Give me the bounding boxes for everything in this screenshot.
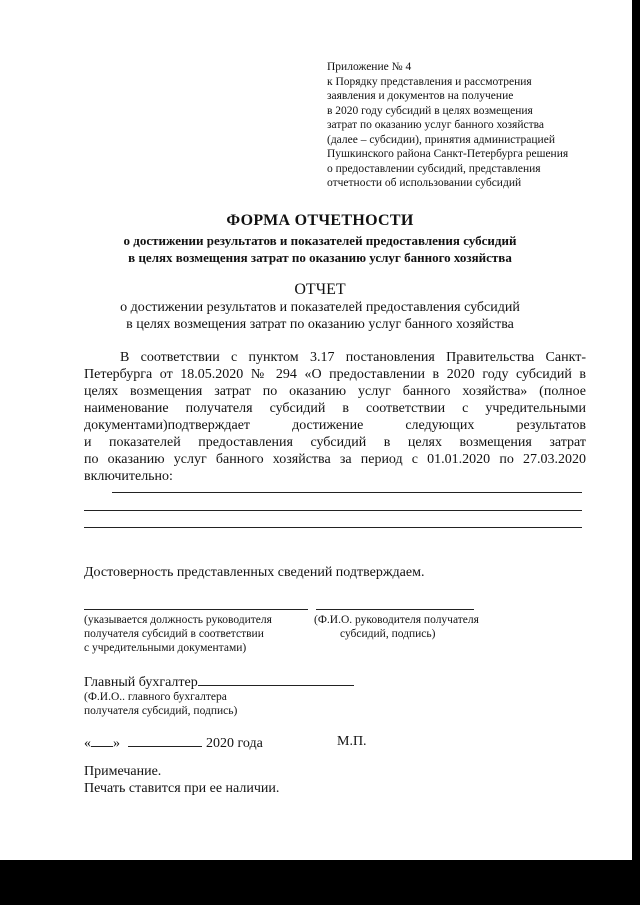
caption-line: получателя субсидий, подпись) — [84, 705, 238, 717]
scan-border-right — [632, 0, 640, 860]
signature-line-right — [316, 609, 474, 610]
stamp-place: М.П. — [337, 734, 367, 749]
caption-line: (Ф.И.О.. главного бухгалтера — [84, 691, 227, 703]
annex-line: Приложение № 4 — [327, 61, 412, 73]
fill-line — [112, 492, 582, 493]
annex-line: в 2020 году субсидий в целях возмещения — [327, 104, 533, 117]
body-line: включительно: — [84, 469, 173, 484]
signature-caption-right — [314, 613, 479, 641]
chief-accountant-caption — [84, 690, 237, 718]
annex-line: к Порядку представления и рассмотрения — [327, 75, 532, 88]
form-subtitle-line: в целях возмещения затрат по оказанию услуг банного хозяйства — [128, 250, 512, 265]
annex-line: (далее – субсидии), принятия администрацией — [327, 133, 555, 146]
body-line: целях возмещения затрат по оказанию услуг банного хозяйства» (полное — [84, 384, 586, 399]
caption-line: (Ф.И.О. руководителя получателя — [314, 614, 479, 626]
chief-accountant-row — [84, 673, 354, 691]
note — [84, 763, 279, 797]
fill-line — [84, 510, 582, 511]
body-line: документами)подтверждает достижение следующих результатов — [84, 418, 586, 433]
report-body — [84, 349, 586, 485]
open-quote: « — [84, 736, 91, 751]
form-title: ФОРМА ОТЧЕТНОСТИ — [226, 212, 414, 229]
signature-line-left — [84, 609, 308, 610]
signature-caption-left — [84, 613, 272, 655]
chief-accountant-line — [198, 673, 354, 686]
note-line: Печать ставится при ее наличии. — [84, 781, 280, 796]
scan-border-bottom — [0, 860, 640, 905]
body-line: по оказанию услуг банного хозяйства за период с 01.01.2020 по 27.03.2020 — [84, 452, 586, 467]
form-subtitle-line: о достижении результатов и показателей предоставления субсидий — [123, 233, 517, 248]
report-title: ОТЧЕТ — [294, 281, 346, 298]
confirmation-text: Достоверность представленных сведений подтверждаем. — [84, 565, 425, 580]
report-subtitle — [0, 299, 640, 333]
report-subtitle-line: в целях возмещения затрат по оказанию услуг банного хозяйства — [126, 317, 514, 332]
chief-accountant-label: Главный бухгалтер — [84, 675, 198, 690]
annex-header — [327, 60, 597, 191]
body-line: Петербурга от 18.05.2020 № 294 «О предоставлении в 2020 году субсидий в — [84, 367, 586, 382]
caption-line: с учредительными документами) — [84, 642, 247, 654]
body-line: и показателей предоставления субсидий в целях возмещения затрат — [84, 435, 586, 450]
caption-line: (указывается должность руководителя — [84, 614, 272, 626]
date-row — [84, 734, 263, 752]
annex-line: Пушкинского района Санкт-Петербурга решения — [327, 148, 569, 160]
body-line: В соответствии с пунктом 3.17 постановления Правительства Санкт- — [120, 350, 586, 365]
day-blank — [91, 734, 113, 747]
annex-line: затрат по оказанию услуг банного хозяйства — [327, 119, 545, 131]
caption-line: субсидий, подпись) — [340, 628, 436, 640]
annex-line: отчетности об использовании субсидий — [327, 177, 522, 189]
close-quote: » — [113, 736, 120, 751]
year-text: 2020 года — [206, 736, 263, 751]
body-line: наименование получателя субсидий в соответствии с учредительными — [84, 401, 586, 416]
annex-line: о предоставлении субсидий, представления — [327, 162, 541, 175]
form-subtitle — [0, 232, 640, 266]
note-line: Примечание. — [84, 764, 162, 779]
report-subtitle-line: о достижении результатов и показателей предоставления субсидий — [120, 300, 520, 315]
caption-line: получателя субсидий в соответствии — [84, 628, 264, 640]
month-blank — [128, 734, 202, 747]
annex-line: заявления и документов на получение — [327, 90, 514, 102]
fill-line — [84, 527, 582, 528]
